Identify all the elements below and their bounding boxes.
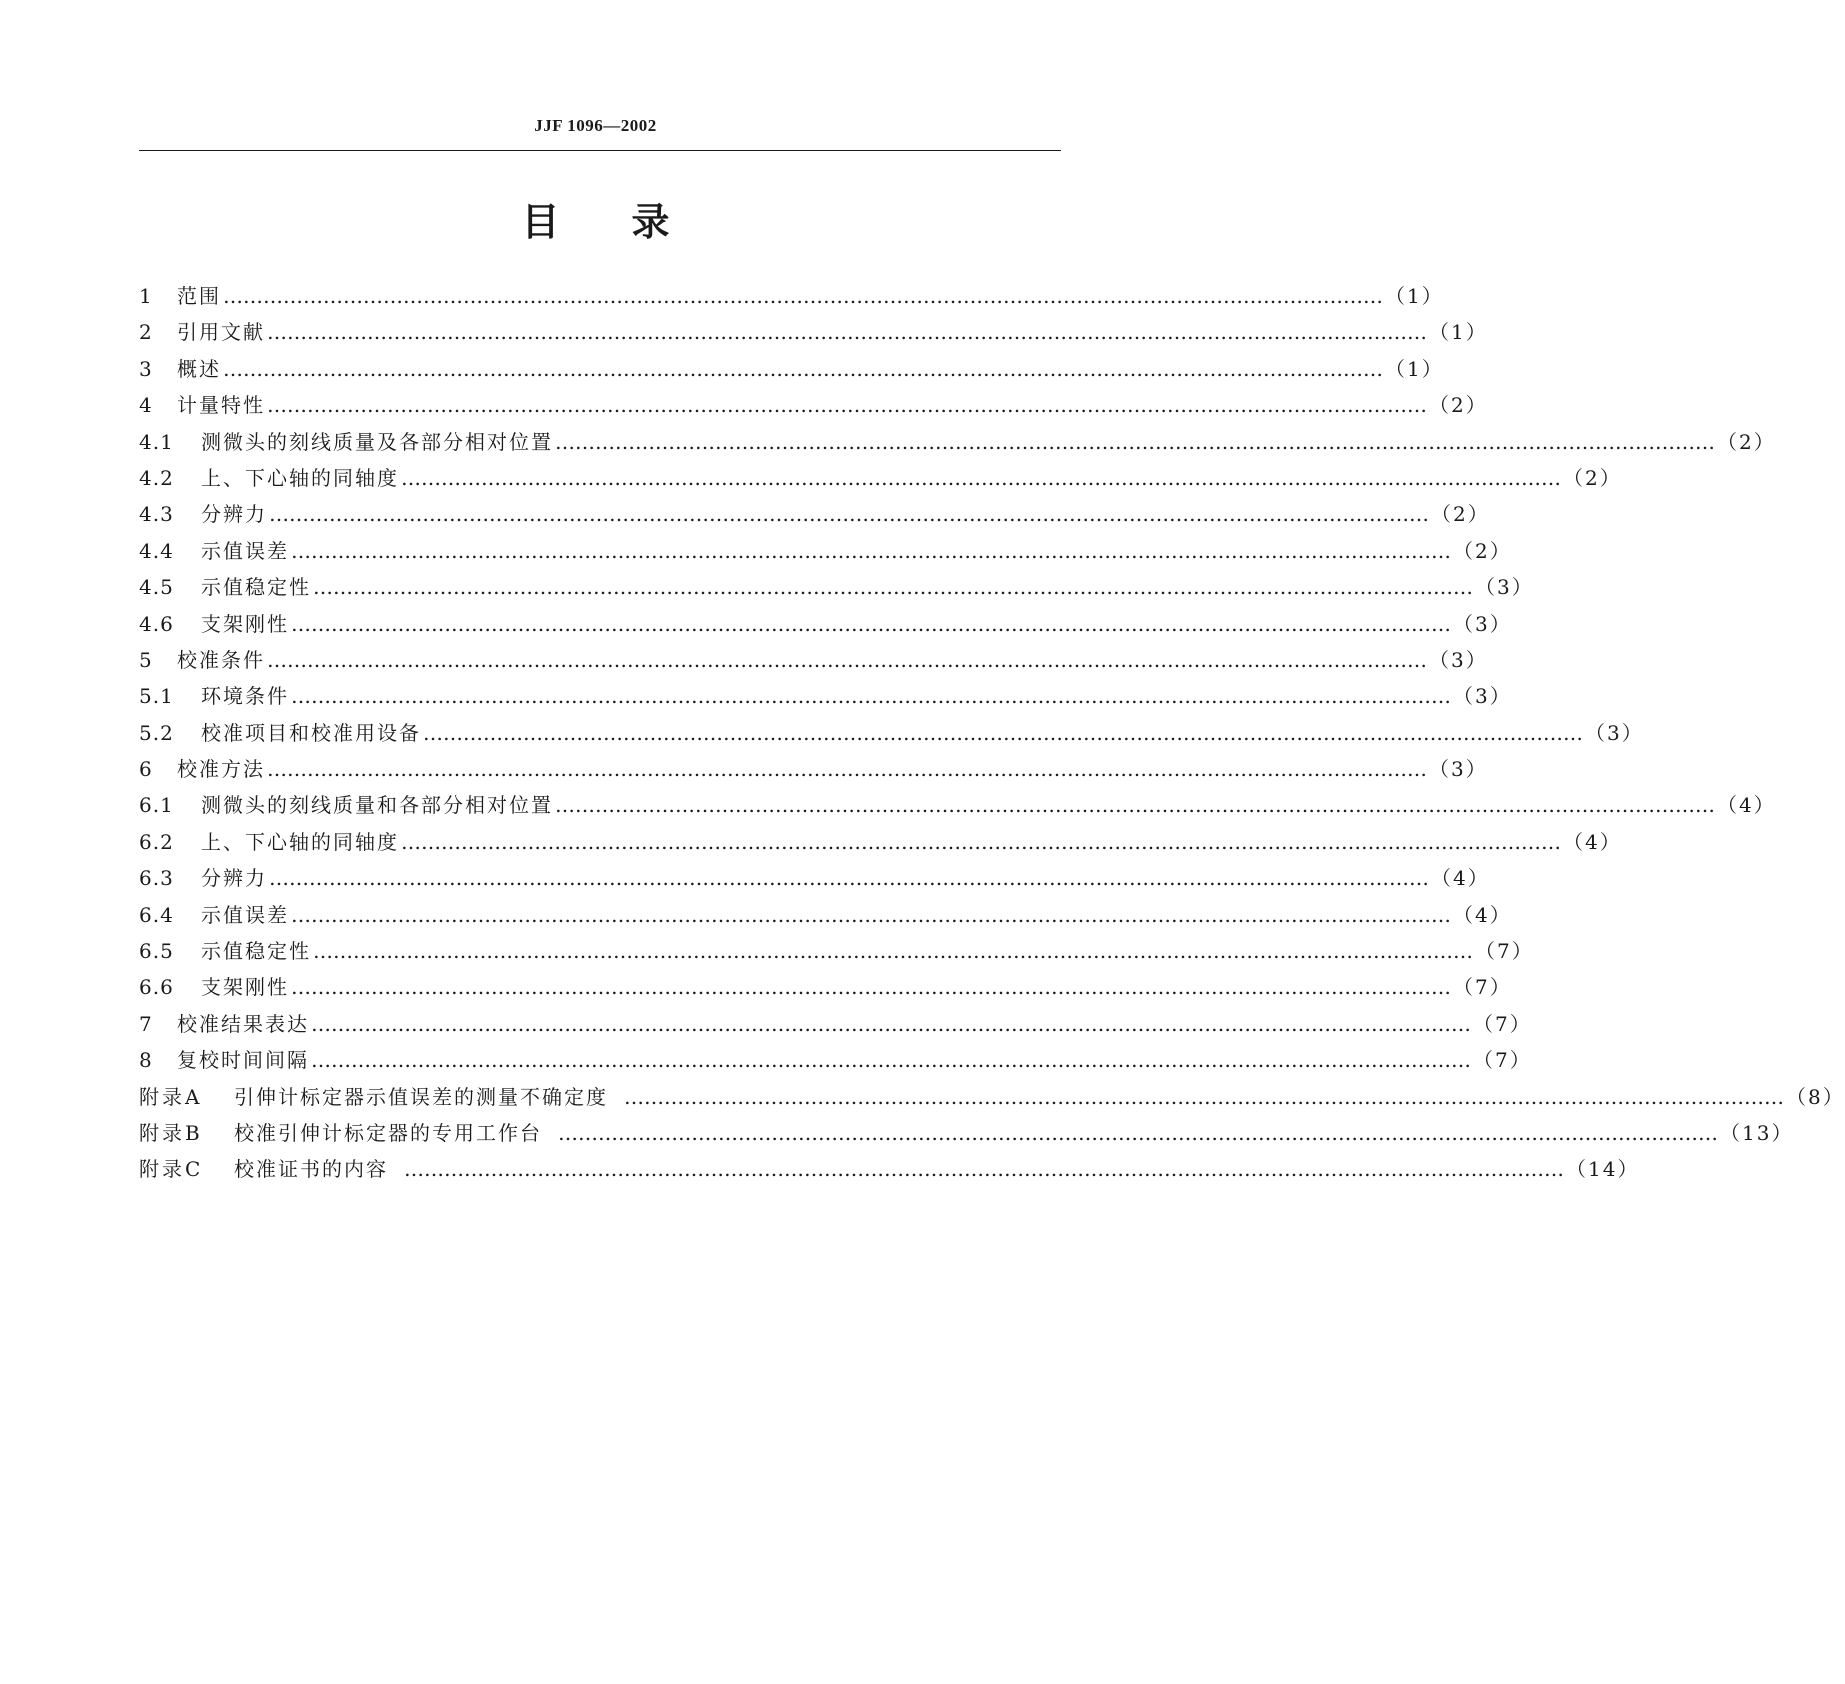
toc-dot-leader: [558, 1115, 1718, 1151]
toc-entry-number: 7: [139, 1011, 153, 1036]
toc-dot-leader: [223, 278, 1383, 314]
toc-entry-number: 6.3: [139, 866, 174, 891]
toc-dot-leader: [267, 642, 1427, 678]
toc-entry-number: 1: [139, 284, 153, 308]
table-of-contents: [139, 278, 1845, 1188]
toc-title-char-2: 录: [631, 200, 670, 244]
toc-title-char-1: 目: [521, 200, 560, 244]
toc-dot-leader: [269, 860, 1429, 896]
toc-entry-number: 附录B: [139, 1120, 203, 1145]
toc-dot-leader: [313, 933, 1473, 969]
toc-entry-number: 3: [139, 356, 153, 381]
toc-entry-number: 8: [139, 1048, 153, 1073]
toc-entry-4-6[interactable]: [139, 606, 1512, 642]
toc-entry-page: （3）: [1475, 575, 1534, 600]
toc-entry-5-2[interactable]: [139, 715, 1644, 751]
toc-entry-number: 6.5: [139, 939, 174, 964]
toc-entry-page: （7）: [1473, 1048, 1532, 1073]
toc-entry-number: 4.4: [139, 538, 174, 563]
toc-entry-title: 示值稳定性: [201, 575, 311, 600]
toc-entry-number: 4.1: [139, 429, 174, 454]
toc-dot-leader: [291, 533, 1451, 569]
toc-entry-number: 4: [139, 393, 153, 418]
toc-dot-leader: [291, 606, 1451, 642]
toc-dot-leader: [311, 1006, 1471, 1042]
toc-entry-title: 分辨力: [201, 866, 267, 891]
toc-entry-page: （3）: [1453, 684, 1512, 709]
toc-dot-leader: [401, 460, 1561, 496]
toc-entry-title: 引用文献: [177, 320, 265, 345]
toc-entry-appendix-b[interactable]: [139, 1115, 1794, 1151]
toc-entry-page: （2）: [1429, 393, 1488, 418]
toc-entry-number: 5.2: [139, 720, 174, 745]
toc-entry-8[interactable]: [139, 1042, 1532, 1078]
toc-entry-title: 上、下心轴的同轴度: [201, 829, 399, 854]
toc-entry-title: 校准证书的内容: [234, 1157, 388, 1182]
header-rule: [139, 150, 1061, 151]
toc-entry-number: 6: [139, 757, 153, 782]
toc-entry-3[interactable]: [139, 351, 1444, 387]
toc-dot-leader: [423, 715, 1583, 751]
toc-dot-leader: [624, 1079, 1784, 1115]
toc-entry-4-3[interactable]: [139, 496, 1490, 532]
toc-entry-7[interactable]: [139, 1006, 1532, 1042]
toc-entry-number: 6.1: [139, 793, 174, 818]
toc-entry-title: 环境条件: [201, 684, 289, 709]
toc-entry-page: （7）: [1473, 1011, 1532, 1036]
toc-entry-title: 分辨力: [201, 502, 267, 527]
toc-dot-leader: [311, 1042, 1471, 1078]
toc-entry-5[interactable]: [139, 642, 1488, 678]
toc-entry-page: （2）: [1453, 538, 1512, 563]
toc-entry-page: （2）: [1563, 465, 1622, 490]
toc-entry-page: （3）: [1429, 757, 1488, 782]
toc-entry-page: （3）: [1585, 720, 1644, 745]
toc-entry-page: （1）: [1429, 320, 1488, 345]
toc-entry-title: 支架刚性: [201, 611, 289, 636]
toc-entry-page: （4）: [1717, 793, 1776, 818]
toc-entry-page: （4）: [1453, 902, 1512, 927]
toc-entry-title: 校准结果表达: [177, 1011, 309, 1036]
toc-entry-title: 校准方法: [177, 757, 265, 782]
document-code-header: JJF 1096—2002: [534, 116, 657, 135]
toc-entry-number: 4.3: [139, 502, 174, 527]
toc-entry-6-1[interactable]: [139, 787, 1776, 823]
toc-dot-leader: [313, 569, 1473, 605]
toc-entry-6-5[interactable]: [139, 933, 1534, 969]
toc-entry-page: （1）: [1385, 284, 1444, 308]
toc-entry-page: （7）: [1475, 939, 1534, 964]
toc-entry-page: （13）: [1720, 1120, 1794, 1145]
toc-entry-4-4[interactable]: [139, 533, 1512, 569]
toc-entry-title: 校准项目和校准用设备: [201, 720, 421, 745]
toc-dot-leader: [269, 496, 1429, 532]
toc-entry-number: 6.2: [139, 829, 174, 854]
toc-dot-leader: [291, 678, 1451, 714]
toc-entry-title: 校准引伸计标定器的专用工作台: [234, 1120, 542, 1145]
toc-entry-title: 范围: [177, 284, 221, 308]
toc-entry-6-4[interactable]: [139, 897, 1512, 933]
toc-entry-title: 引伸计标定器示值误差的测量不确定度: [234, 1084, 608, 1109]
toc-entry-5-1[interactable]: [139, 678, 1512, 714]
toc-dot-leader: [401, 824, 1561, 860]
toc-entry-number: 5: [139, 647, 153, 672]
toc-entry-number: 4.5: [139, 575, 174, 600]
toc-entry-title: 概述: [177, 356, 221, 381]
toc-entry-2[interactable]: [139, 314, 1488, 350]
toc-dot-leader: [223, 351, 1383, 387]
toc-entry-title: 示值误差: [201, 902, 289, 927]
toc-entry-page: （2）: [1431, 502, 1490, 527]
toc-entry-6-6[interactable]: [139, 969, 1512, 1005]
toc-entry-number: 5.1: [139, 684, 174, 709]
toc-entry-4-5[interactable]: [139, 569, 1534, 605]
toc-entry-4-1[interactable]: [139, 424, 1776, 460]
toc-dot-leader: [267, 314, 1427, 350]
toc-entry-page: （4）: [1563, 829, 1622, 854]
toc-entry-title: 测微头的刻线质量和各部分相对位置: [201, 793, 553, 818]
toc-entry-1[interactable]: [139, 278, 1444, 314]
toc-dot-leader: [555, 424, 1715, 460]
toc-title: [0, 198, 1191, 246]
toc-dot-leader: [404, 1151, 1564, 1187]
toc-dot-leader: [555, 787, 1715, 823]
toc-entry-number: 4.6: [139, 611, 174, 636]
toc-entry-page: （14）: [1566, 1157, 1640, 1182]
toc-entry-page: （3）: [1429, 647, 1488, 672]
toc-entry-appendix-a[interactable]: [139, 1079, 1845, 1115]
toc-entry-title: 上、下心轴的同轴度: [201, 465, 399, 490]
toc-entry-4-2[interactable]: [139, 460, 1622, 496]
toc-entry-4[interactable]: [139, 387, 1488, 423]
toc-entry-page: （7）: [1453, 975, 1512, 1000]
toc-entry-6-2[interactable]: [139, 824, 1622, 860]
toc-entry-title: 测微头的刻线质量及各部分相对位置: [201, 429, 553, 454]
toc-entry-page: （4）: [1431, 866, 1490, 891]
toc-entry-number: 2: [139, 320, 153, 345]
toc-entry-title: 校准条件: [177, 647, 265, 672]
toc-entry-page: （2）: [1717, 429, 1776, 454]
toc-entry-page: （8）: [1786, 1084, 1845, 1109]
toc-dot-leader: [291, 897, 1451, 933]
toc-entry-page: （3）: [1453, 611, 1512, 636]
toc-entry-title: 支架刚性: [201, 975, 289, 1000]
toc-dot-leader: [291, 969, 1451, 1005]
toc-entry-6[interactable]: [139, 751, 1488, 787]
toc-entry-number: 6.4: [139, 902, 174, 927]
toc-entry-title: 示值误差: [201, 538, 289, 563]
toc-dot-leader: [267, 751, 1427, 787]
toc-entry-title: 示值稳定性: [201, 939, 311, 964]
toc-entry-number: 6.6: [139, 975, 174, 1000]
toc-entry-appendix-c[interactable]: [139, 1151, 1640, 1187]
toc-entry-number: 附录C: [139, 1157, 204, 1182]
toc-entry-number: 4.2: [139, 465, 174, 490]
toc-entry-6-3[interactable]: [139, 860, 1490, 896]
toc-entry-title: 计量特性: [177, 393, 265, 418]
toc-entry-number: 附录A: [139, 1084, 203, 1109]
toc-entry-title: 复校时间间隔: [177, 1048, 309, 1073]
toc-dot-leader: [267, 387, 1427, 423]
toc-entry-page: （1）: [1385, 356, 1444, 381]
